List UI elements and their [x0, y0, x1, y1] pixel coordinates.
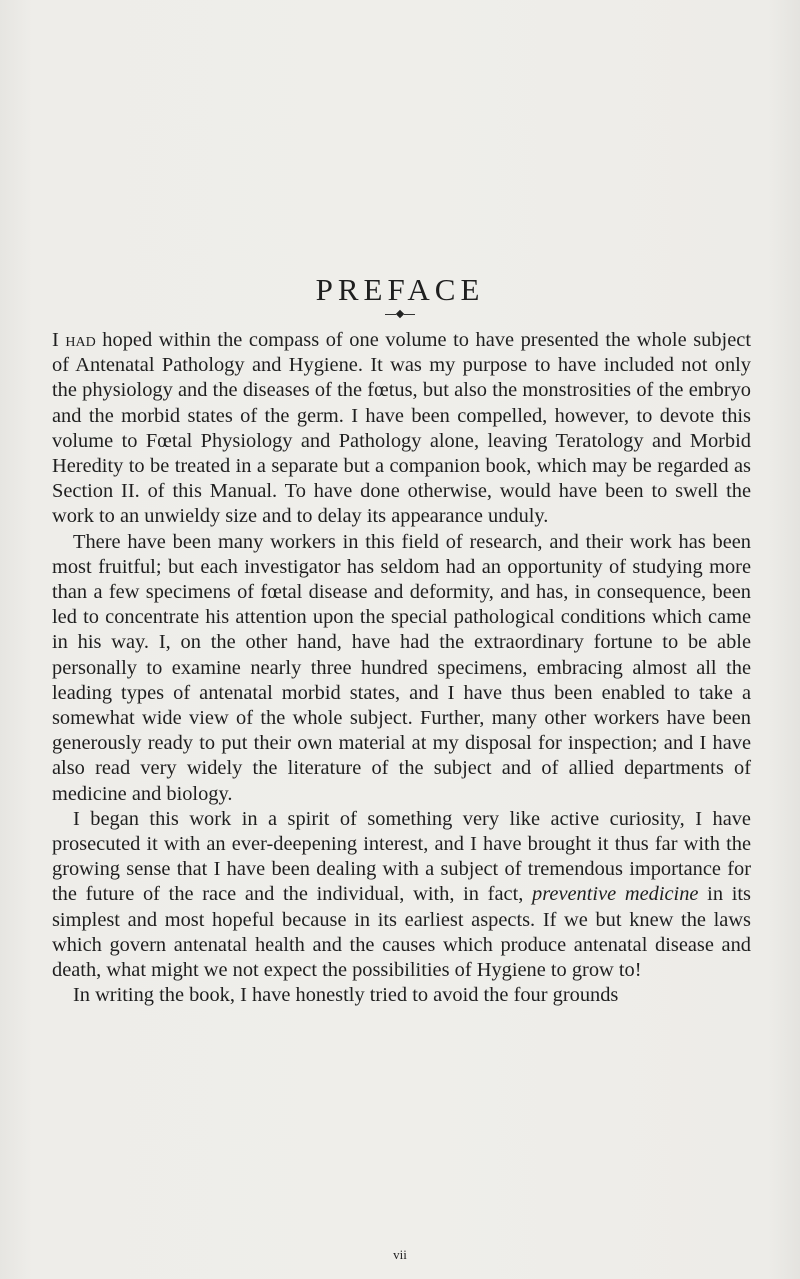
paragraph-3 — [52, 807, 751, 983]
diamond-icon — [396, 310, 404, 318]
paragraph-1-text: hoped within the compass of one volume to have presented the whole subject of Antenatal Pathology and Hygiene. It was my purpose to have included not only the physiology and the diseases of the fœtus, but also the monstrosities of the embryo and the morbid states of the germ. I have been compelled, however, to devote this volume to Fœtal Physiology and Pathology alone, leaving Teratology and Morbid Heredity to be treated in a separate but a companion book, which may be regarded as Section II. of this Manual. To have done otherwise, would have been to swell the work to an unwieldy size and to delay its appearance unduly. — [52, 329, 751, 528]
paragraph-1-lead: I had — [52, 329, 96, 351]
title-ornament — [385, 309, 415, 321]
paragraph-3-text-after: in its simplest and most hopeful because in its earliest aspects. If we but knew the laws which govern antenatal health and the causes which produce antenatal disease and death, what might we not expect the possibilities of Hygiene to grow to! — [52, 883, 751, 982]
paragraph-4: In writing the book, I have honestly tried to avoid the four grounds — [73, 984, 619, 1007]
page-number: vii — [393, 1247, 407, 1262]
paragraph-3-emphasis: preventive medicine — [532, 883, 699, 906]
ornament-rule-right — [404, 314, 415, 315]
page-title: PREFACE — [315, 272, 485, 307]
paragraph-3-text-before: I began this work in a spirit of something very like active curiosity, I have prosecuted it with an ever-deepening interest, and I have brought it thus far with the growing sense that I have been dealing with a subject of tremendous importance for the future of the race and the individual, with, in fact, — [52, 807, 751, 906]
preface-body — [52, 328, 751, 1008]
paragraph-1 — [52, 328, 751, 530]
paragraph-2: There have been many workers in this field of research, and their work has been most fruitful; but each investigator has seldom had an opportunity of studying more than a few specimens of fœtal disease and deformity, and has, in consequence, been led to concentrate his attention upon the special pathological conditions which came in his way. I, on the other hand, have had the extraordinary fortune to be able personally to examine nearly three hundred specimens, embracing almost all the leading types of antenatal morbid states, and I have thus been enabled to take a somewhat wide view of the whole subject. Further, many other workers have been generously ready to put their own material at my disposal for inspection; and I have also read very widely the literature of the subject and of allied departments of medicine and biology. — [52, 530, 751, 805]
ornament-rule-left — [385, 314, 396, 315]
